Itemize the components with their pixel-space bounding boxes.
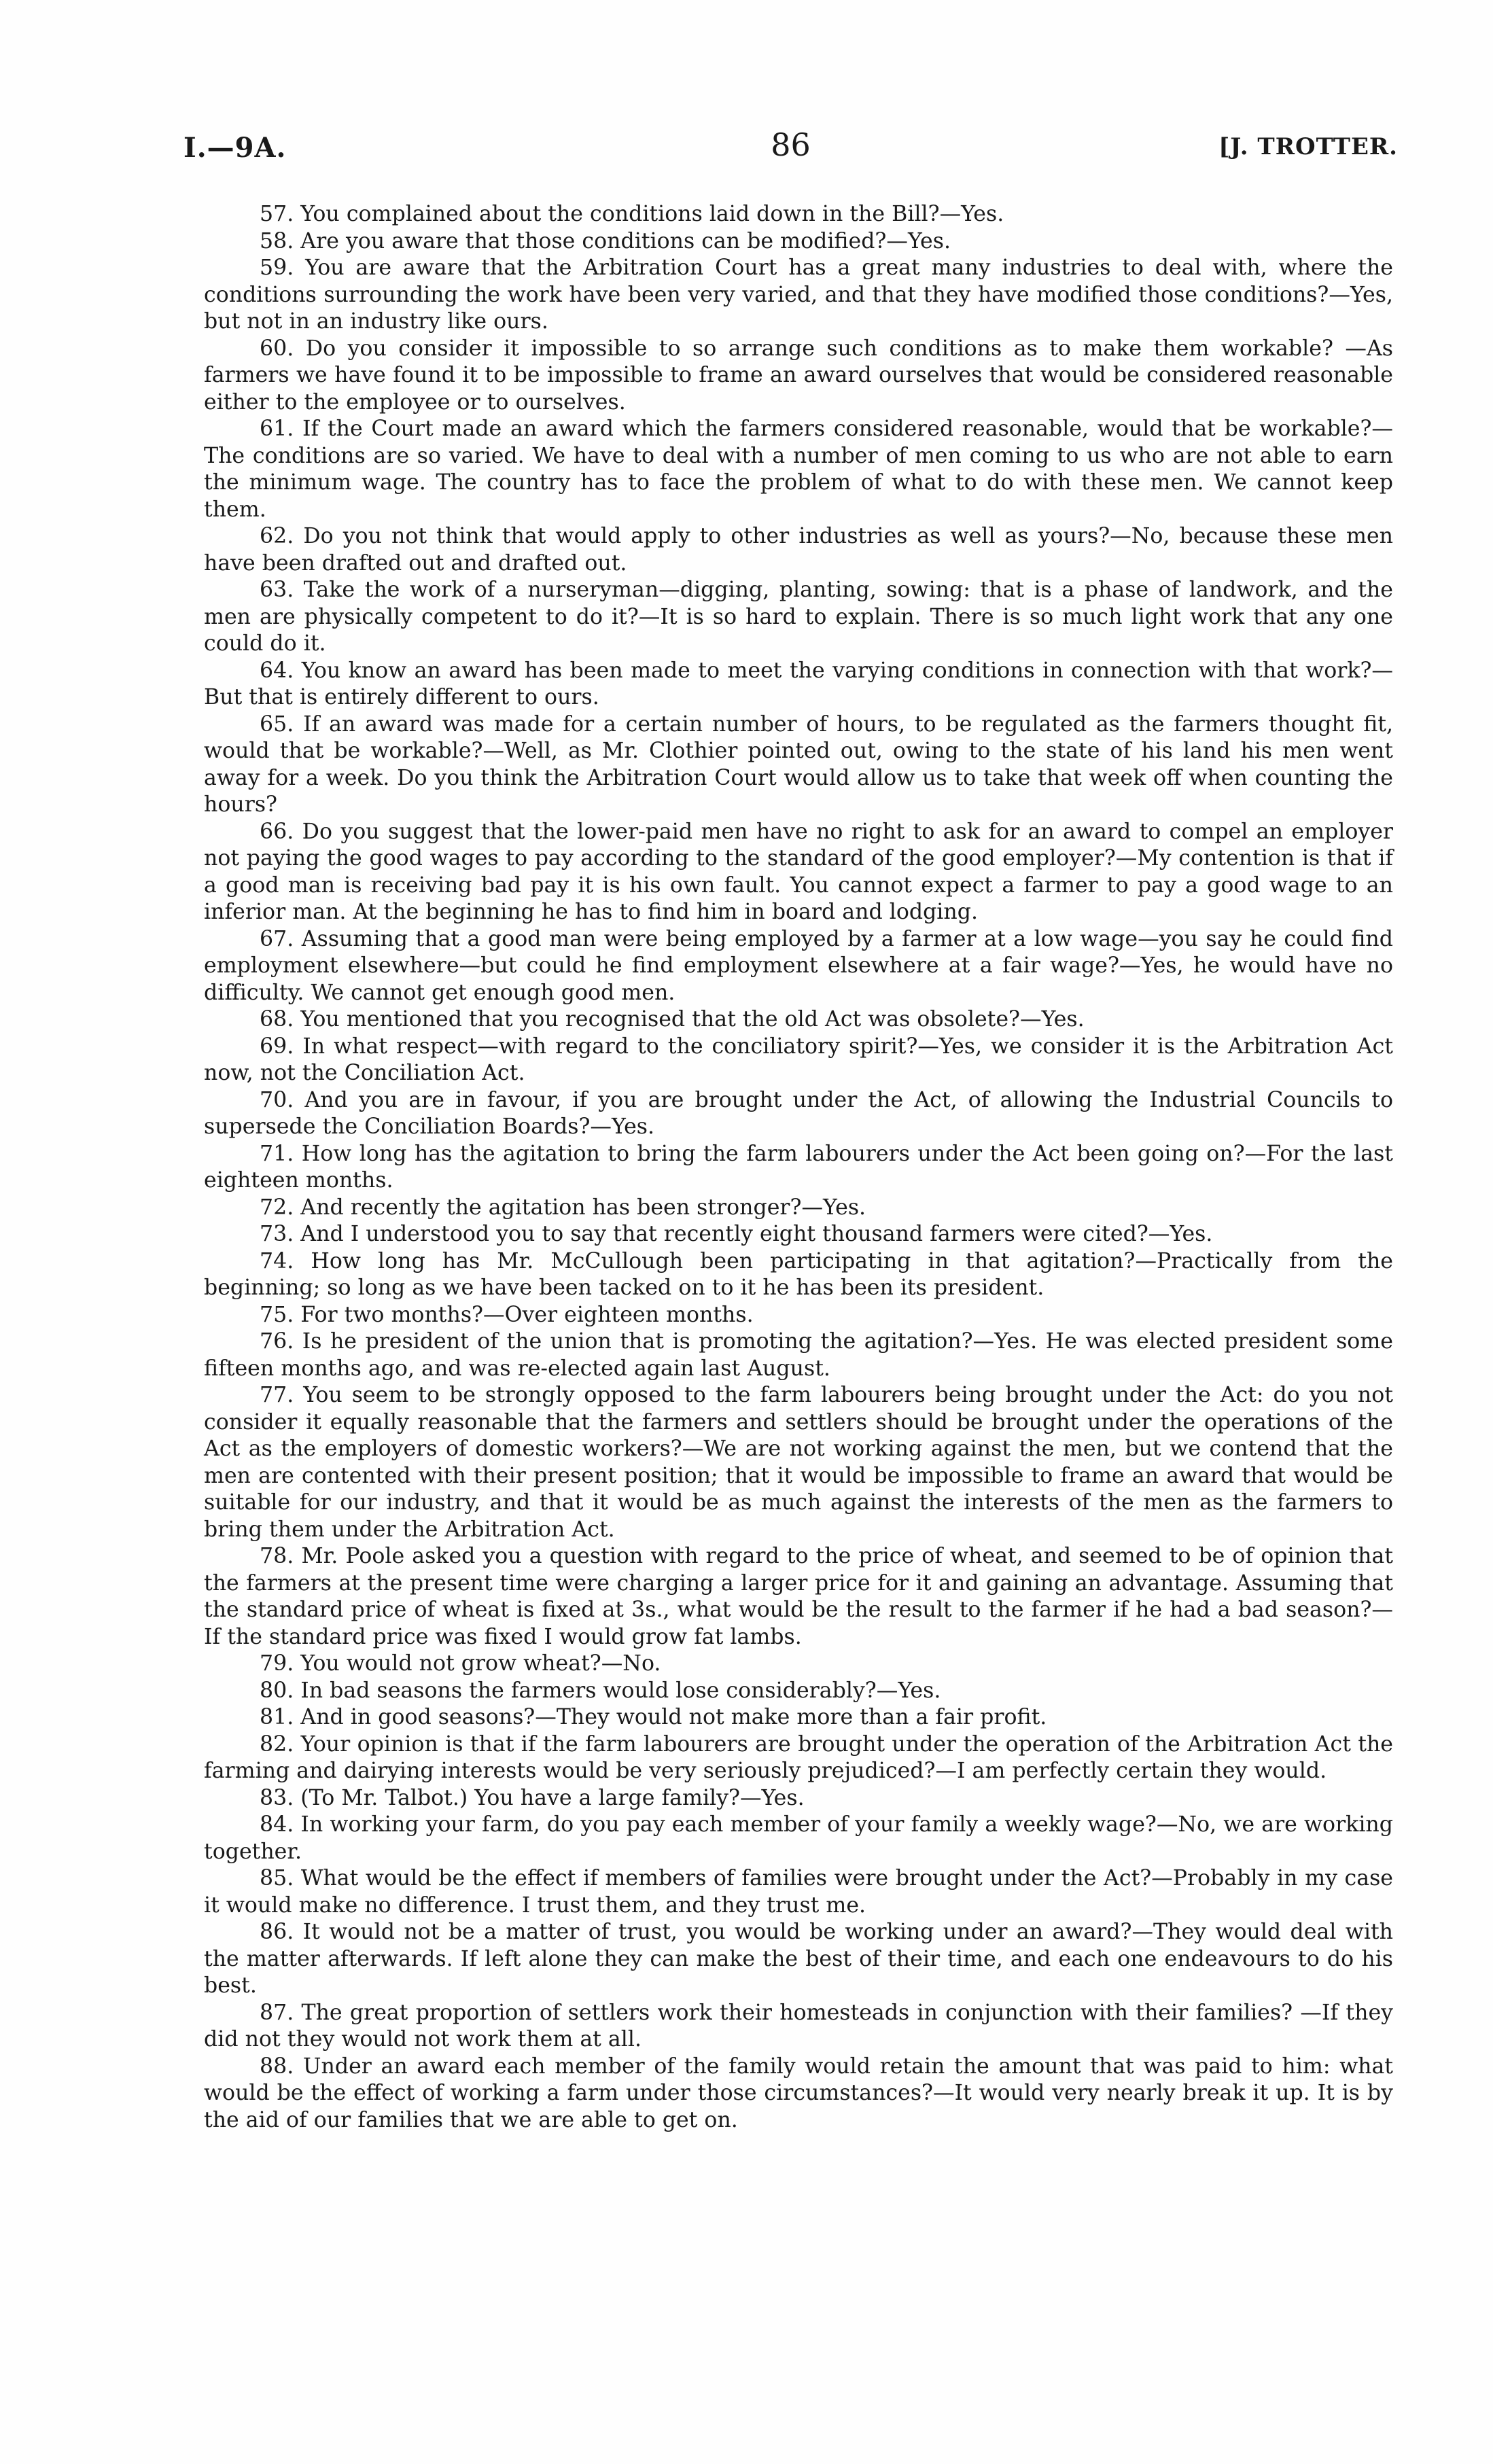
question-number: 84. [260, 1812, 294, 1837]
question-text: (To Mr. Talbot.) You have a large family?—Yes. [300, 1785, 805, 1810]
paper-reference: I.—9A. [183, 132, 287, 164]
question-text: And you are in favour, if you are brought under the Act, of allowing the Industrial Councils to supersede the Conciliation Boards?—Yes. [204, 1087, 1394, 1139]
question-number: 86. [260, 1920, 294, 1944]
question-number: 72. [260, 1195, 294, 1220]
question-text: And I understood you to say that recently eight thousand farmers were cited?—Yes. [300, 1222, 1213, 1246]
question-number: 87. [260, 2000, 294, 2025]
question-paragraph [204, 1006, 1393, 1034]
question-text: Is he president of the union that is promoting the agitation?—Yes. He was elected president some fifteen months ago, and was re-elected again last August. [204, 1329, 1393, 1381]
question-paragraph [204, 228, 1393, 256]
question-number: 66. [260, 819, 294, 844]
question-number: 68. [260, 1007, 294, 1032]
question-text: Do you consider it impossible to so arrange such conditions as to make them workable? —As farmers we have found it to be impossible to frame an award ourselves that would be considered reasonable either to the employee or to ourselves. [204, 336, 1394, 415]
question-text: How long has the agitation to bring the farm labourers under the Act been going on?—For the last eighteen months. [204, 1141, 1393, 1193]
question-number: 62. [260, 524, 294, 548]
question-text: In what respect—with regard to the conciliatory spirit?—Yes, we consider it is the Arbitration Act now, not the Conciliation Act. [204, 1034, 1394, 1085]
question-number: 70. [260, 1087, 294, 1112]
question-text: You are aware that the Arbitration Court has a great many industries to deal with, where the conditions surrounding the work have been very varied, and that they have modified those conditions?—Yes, but not in an industry like ours. [204, 256, 1394, 334]
question-number: 69. [260, 1034, 294, 1059]
evidence-text [204, 201, 1393, 2134]
question-number: 78. [260, 1544, 294, 1568]
question-text: Mr. Poole asked you a question with regard to the price of wheat, and seemed to be of opinion that the farmers at the present time were charging a larger price for it and gaining an advantage. Assuming that the standard price of wheat is fixed at 3s., what would be the result to the farmer if he had a bad season?—If the standard price was fixed I would grow fat lambs. [204, 1544, 1393, 1649]
question-paragraph [204, 1812, 1393, 1865]
question-text: You would not grow wheat?—No. [300, 1651, 661, 1676]
question-number: 71. [260, 1141, 294, 1166]
question-text: Under an award each member of the family would retain the amount that was paid to him: what would be the effect of working a farm under those circumstances?—It would very nearly break it up. It is by the aid of our families that we are able to get on. [204, 2054, 1394, 2132]
question-number: 65. [260, 711, 294, 737]
question-paragraph [204, 416, 1393, 523]
question-text: Take the work of a nurseryman—digging, planting, sowing: that is a phase of landwork, and the men are physically competent to do it?—It is so hard to explain. There is so much light work that any one could do it. [204, 578, 1393, 656]
question-text: It would not be a matter of trust, you would be working under an award?—They would deal with the matter afterwards. If left alone they can make the best of their time, and each one endeavours to do his best. [204, 1920, 1394, 1998]
question-text: You know an award has been made to meet the varying conditions in connection with that work?—But that is entirely different to ours. [204, 658, 1394, 709]
question-number: 74. [260, 1248, 294, 1273]
question-paragraph [204, 201, 1393, 228]
question-paragraph [204, 2000, 1393, 2054]
question-number: 80. [260, 1678, 294, 1703]
question-paragraph [204, 658, 1393, 711]
question-number: 57. [260, 202, 294, 226]
question-text: You complained about the conditions laid down in the Bill?—Yes. [300, 202, 1004, 226]
question-text: In bad seasons the farmers would lose considerably?—Yes. [300, 1678, 941, 1703]
question-text: You mentioned that you recognised that the old Act was obsolete?—Yes. [300, 1007, 1085, 1032]
question-paragraph [204, 1678, 1393, 1705]
question-number: 67. [260, 926, 294, 951]
question-number: 77. [260, 1383, 294, 1407]
question-text: And in good seasons?—They would not make more than a fair profit. [300, 1705, 1047, 1729]
question-number: 76. [260, 1329, 294, 1354]
question-text: If an award was made for a certain number of hours, to be regulated as the farmers thought fit, would that be workable?—Well, as Mr. Clothier pointed out, owing to the state of his land his men went away for a week. Do you think the Arbitration Court would allow us to take that week off when counting the hours? [204, 711, 1394, 817]
question-paragraph [204, 2054, 1393, 2134]
question-number: 61. [260, 417, 294, 441]
question-number: 63. [260, 578, 294, 602]
question-paragraph [204, 1328, 1393, 1382]
question-paragraph [204, 336, 1393, 417]
question-number: 81. [260, 1705, 294, 1729]
question-number: 79. [260, 1651, 294, 1676]
question-paragraph [204, 819, 1393, 926]
question-number: 59. [260, 256, 294, 280]
question-text: For two months?—Over eighteen months. [300, 1302, 754, 1327]
question-text: The great proportion of settlers work their homesteads in conjunction with their families? —If they did not they would not work them at all. [204, 2000, 1394, 2052]
question-number: 85. [260, 1866, 294, 1890]
question-text: Assuming that a good man were being employed by a farmer at a low wage—you say he could find employment elsewhere—but could he find employment elsewhere at a fair wage?—Yes, he would have no difficulty. We cannot get enough good men. [204, 926, 1393, 1005]
question-paragraph [204, 1785, 1393, 1812]
question-paragraph [204, 1141, 1393, 1195]
question-paragraph [204, 1651, 1393, 1678]
question-paragraph [204, 711, 1393, 819]
question-text: What would be the effect if members of families were brought under the Act?—Probably in my case it would make no difference. I trust them, and they trust me. [204, 1866, 1393, 1918]
question-paragraph [204, 1302, 1393, 1329]
question-paragraph [204, 1543, 1393, 1651]
question-paragraph [204, 1087, 1393, 1141]
question-number: 83. [260, 1785, 294, 1810]
question-paragraph [204, 1221, 1393, 1248]
question-paragraph [204, 1919, 1393, 2000]
question-text: Your opinion is that if the farm labourers are brought under the operation of the Arbitration Act the farming and dairying interests would be very seriously prejudiced?—I am perfectly certain they would. [204, 1731, 1394, 1783]
question-number: 88. [260, 2054, 294, 2079]
question-number: 73. [260, 1222, 294, 1246]
question-text: And recently the agitation has been stronger?—Yes. [300, 1195, 866, 1220]
question-text: Do you suggest that the lower-paid men have no right to ask for an award to compel an employer not paying the good wages to pay according to the standard of the good employer?—My contention is that if a good man is receiving bad pay it is his own fault. You cannot expect a farmer to pay a good wage to an inferior man. At the beginning he has to find him in board and lodging. [204, 819, 1393, 924]
question-text: Do you not think that would apply to other industries as well as yours?—No, because these men have been drafted out and drafted out. [204, 524, 1393, 576]
page-number: 86 [771, 126, 811, 163]
question-paragraph [204, 1248, 1393, 1302]
witness-name: [J. TROTTER. [1218, 133, 1398, 160]
question-text: How long has Mr. McCullough been participating in that agitation?—Practically from the beginning; so long as we have been tacked on to it he has been its president. [204, 1248, 1393, 1300]
question-number: 64. [260, 658, 294, 683]
question-text: In working your farm, do you pay each member of your family a weekly wage?—No, we are working together. [204, 1812, 1393, 1864]
question-number: 75. [260, 1302, 294, 1327]
question-paragraph [204, 1731, 1393, 1785]
question-paragraph [204, 1034, 1393, 1087]
question-text: You seem to be strongly opposed to the farm labourers being brought under the Act: do you not consider it equally reasonable that the farmers and settlers should be brought under the operations of the Act as the employers of domestic workers?—We are not working against the men, but we contend that the men are contented with their present position; that it would be impossible to frame an award that would be suitable for our industry, and that it would be as much against the interests of the men as the farmers to bring them under the Arbitration Act. [204, 1383, 1393, 1542]
question-text: If the Court made an award which the farmers considered reasonable, would that be workable?—The conditions are so varied. We have to deal with a number of men coming to us who are not able to earn the minimum wage. The country has to face the problem of what to do with these men. We cannot keep them. [204, 417, 1394, 522]
question-paragraph [204, 523, 1393, 577]
question-number: 60. [260, 336, 294, 361]
question-paragraph [204, 255, 1393, 336]
question-number: 82. [260, 1731, 294, 1757]
question-paragraph [204, 1195, 1393, 1222]
question-paragraph [204, 577, 1393, 658]
question-text: Are you aware that those conditions can be modified?—Yes. [300, 228, 951, 253]
page-header [183, 126, 1398, 174]
question-paragraph [204, 1704, 1393, 1731]
question-paragraph [204, 1865, 1393, 1919]
question-number: 58. [260, 228, 294, 253]
question-paragraph [204, 1382, 1393, 1543]
question-paragraph [204, 926, 1393, 1007]
